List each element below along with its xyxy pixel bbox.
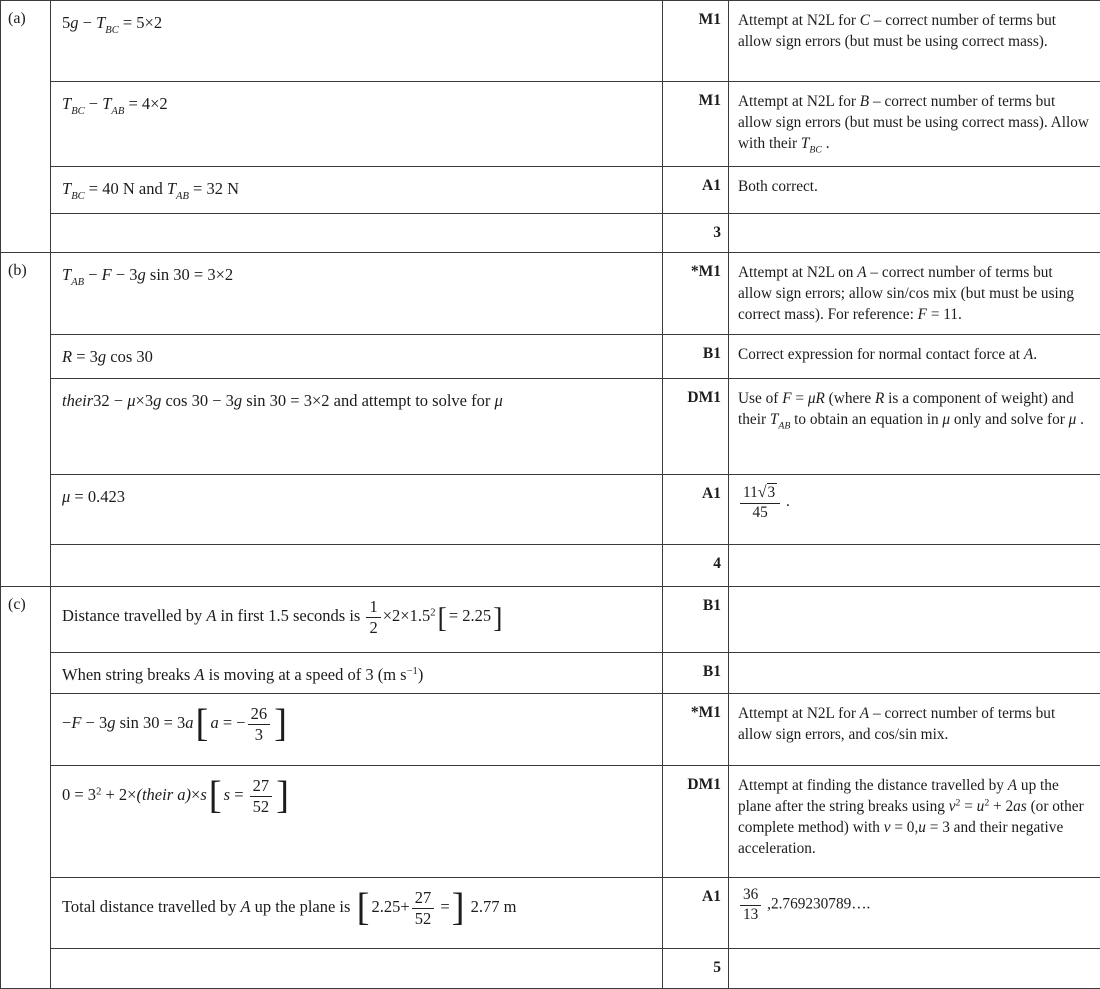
text-run: R bbox=[62, 347, 72, 366]
text-run: C bbox=[860, 12, 870, 29]
text-run: AB bbox=[176, 191, 189, 202]
text-run: + 2 bbox=[989, 798, 1013, 815]
text-run: T bbox=[102, 94, 111, 113]
text-run: = 3 and their negative acceleration. bbox=[738, 819, 1063, 857]
left-bracket: [ bbox=[355, 886, 372, 929]
text-run: F bbox=[918, 306, 927, 323]
comment-cell bbox=[729, 653, 1100, 694]
text-run: BC bbox=[105, 25, 118, 36]
text-run: = − bbox=[219, 713, 246, 732]
mark-code: A1 bbox=[663, 878, 729, 949]
text-run: g bbox=[107, 713, 115, 732]
text-run: . bbox=[822, 135, 830, 152]
comment-cell bbox=[729, 694, 1100, 766]
text-run: (their a) bbox=[136, 785, 191, 804]
text-run: 2.77 m bbox=[467, 897, 517, 916]
text-run: 2 bbox=[369, 618, 377, 637]
text-run: 2 bbox=[984, 798, 989, 809]
text-run: 45 bbox=[752, 504, 767, 521]
text-run: ×3 bbox=[136, 391, 154, 410]
text-run: – correct number of terms but allow sign errors, and cos/sin mix. bbox=[738, 705, 1055, 743]
comment-cell bbox=[729, 167, 1100, 214]
text-run: cos 30 − 3 bbox=[161, 391, 234, 410]
text-run: T bbox=[62, 265, 71, 284]
text-run: μ bbox=[62, 487, 70, 506]
text-run: = 0, bbox=[891, 819, 919, 836]
working-cell bbox=[51, 878, 663, 949]
text-run: – correct number of terms but allow sign errors; allow sin/cos mix (but must be using correct mass). For reference: bbox=[738, 264, 1074, 323]
text-run: F bbox=[71, 713, 81, 732]
working-cell bbox=[51, 253, 663, 335]
text-run: −1 bbox=[407, 666, 418, 677]
table-row bbox=[1, 587, 1100, 653]
text-run: 27 bbox=[415, 888, 432, 907]
text-run: Attempt at N2L for bbox=[738, 93, 860, 110]
text-run: = bbox=[792, 390, 808, 407]
table-row bbox=[1, 214, 1100, 253]
text-run: u bbox=[977, 798, 985, 815]
comment-cell bbox=[729, 949, 1100, 989]
comment-cell bbox=[729, 253, 1100, 335]
text-run: g bbox=[98, 347, 106, 366]
text-run: BC bbox=[809, 145, 822, 156]
text-run: sin 30 = 3×2 bbox=[146, 265, 233, 284]
working-cell bbox=[51, 587, 663, 653]
text-run: ×2×1.5 bbox=[383, 606, 431, 625]
text-run: is a component of weight) and their bbox=[738, 390, 1074, 428]
comment-cell bbox=[729, 587, 1100, 653]
text-run: their bbox=[62, 391, 93, 410]
text-run: μ bbox=[1069, 411, 1077, 428]
left-bracket: [ bbox=[194, 702, 211, 745]
text-run: g bbox=[234, 391, 242, 410]
text-run: Attempt at finding the distance travelled by bbox=[738, 777, 1008, 794]
text-run: – correct number of terms but allow sign errors (but must be using correct mass). Allow with their bbox=[738, 93, 1089, 152]
text-run: sin 30 = 3×2 and attempt to solve for bbox=[242, 391, 494, 410]
text-run: . bbox=[782, 493, 790, 510]
text-run: . bbox=[1076, 411, 1084, 428]
text-run: as bbox=[1013, 798, 1027, 815]
text-run: Attempt at N2L on bbox=[738, 264, 857, 281]
text-run: 32 − bbox=[93, 391, 127, 410]
fraction bbox=[738, 887, 763, 923]
text-run: μ bbox=[127, 391, 135, 410]
text-run: = 2.25 bbox=[449, 606, 491, 625]
text-run: 13 bbox=[743, 906, 758, 923]
text-run: a bbox=[210, 713, 218, 732]
text-run: A bbox=[1024, 346, 1033, 363]
text-run: F bbox=[782, 390, 791, 407]
table-row bbox=[1, 379, 1100, 475]
text-run: − bbox=[85, 94, 103, 113]
right-bracket: ] bbox=[491, 603, 504, 634]
text-run: s bbox=[224, 785, 230, 804]
working-cell bbox=[51, 653, 663, 694]
text-run: 2 bbox=[430, 607, 435, 618]
fraction bbox=[246, 705, 273, 744]
text-run: A bbox=[240, 897, 250, 916]
text-run: 0 = 3 bbox=[62, 785, 96, 804]
text-run: in first 1.5 seconds is bbox=[216, 606, 364, 625]
mark-code: DM1 bbox=[663, 379, 729, 475]
text-run: = 3 bbox=[72, 347, 98, 366]
fraction bbox=[738, 484, 782, 521]
text-run: 11 bbox=[743, 484, 758, 501]
text-run: = 40 N and bbox=[85, 179, 167, 198]
comment-cell bbox=[729, 766, 1100, 878]
table-row bbox=[1, 545, 1100, 587]
text-run: 52 bbox=[253, 797, 270, 816]
text-run: = bbox=[436, 897, 449, 916]
fraction bbox=[364, 598, 382, 637]
text-run: Distance travelled by bbox=[62, 606, 206, 625]
comment-cell bbox=[729, 335, 1100, 379]
text-run: a bbox=[185, 713, 193, 732]
text-run: = 32 N bbox=[189, 179, 239, 198]
text-run: s bbox=[200, 785, 206, 804]
text-run: T bbox=[96, 13, 105, 32]
text-run: R bbox=[875, 390, 884, 407]
comment-cell bbox=[729, 379, 1100, 475]
text-run: Both correct. bbox=[738, 178, 818, 195]
table-row bbox=[1, 949, 1100, 989]
text-run: − 3 bbox=[81, 713, 107, 732]
part-label-c: (c) bbox=[1, 587, 51, 989]
text-run: ) bbox=[418, 665, 424, 684]
square-root: √3 bbox=[758, 483, 777, 501]
working-cell bbox=[51, 379, 663, 475]
left-bracket: [ bbox=[436, 603, 449, 634]
fraction bbox=[410, 889, 437, 928]
table-row bbox=[1, 878, 1100, 949]
text-run: T bbox=[167, 179, 176, 198]
right-bracket: ] bbox=[450, 886, 467, 929]
comment-cell bbox=[729, 545, 1100, 587]
working-cell bbox=[51, 766, 663, 878]
text-run: T bbox=[770, 411, 779, 428]
text-run: Correct expression for normal contact force at bbox=[738, 346, 1024, 363]
text-run: only and solve for bbox=[950, 411, 1069, 428]
text-run: T bbox=[801, 135, 810, 152]
text-run: Use of bbox=[738, 390, 782, 407]
text-run: 5 bbox=[62, 13, 70, 32]
text-run: × bbox=[191, 785, 200, 804]
mark-code: A1 bbox=[663, 167, 729, 214]
working-cell bbox=[51, 167, 663, 214]
table-row bbox=[1, 475, 1100, 545]
text-run: g bbox=[138, 265, 146, 284]
working-cell bbox=[51, 82, 663, 167]
table-row bbox=[1, 766, 1100, 878]
text-run: is moving at a speed of 3 (m s bbox=[205, 665, 407, 684]
table-row bbox=[1, 653, 1100, 694]
text-run: 2 bbox=[956, 798, 961, 809]
mark-code: M1 bbox=[663, 1, 729, 82]
text-run: g bbox=[70, 13, 78, 32]
text-run: AB bbox=[71, 277, 84, 288]
table-row bbox=[1, 335, 1100, 379]
text-run: T bbox=[62, 94, 71, 113]
text-run: μ bbox=[494, 391, 502, 410]
text-run: BC bbox=[71, 191, 84, 202]
text-run: = 11. bbox=[927, 306, 962, 323]
text-run: AB bbox=[111, 106, 124, 117]
text-run: 36 bbox=[743, 886, 758, 903]
working-cell bbox=[51, 335, 663, 379]
text-run: 2 bbox=[96, 786, 101, 797]
section-total: 5 bbox=[663, 949, 729, 989]
text-run: g bbox=[153, 391, 161, 410]
part-label-b: (b) bbox=[1, 253, 51, 587]
text-run: = bbox=[960, 798, 976, 815]
text-run: (or other complete method) with bbox=[738, 798, 1084, 836]
text-run: = 0.423 bbox=[70, 487, 125, 506]
text-run: + 2× bbox=[101, 785, 136, 804]
text-run: A bbox=[206, 606, 216, 625]
text-run: up the plane after the string breaks using bbox=[738, 777, 1059, 815]
table-row bbox=[1, 167, 1100, 214]
mark-code: B1 bbox=[663, 653, 729, 694]
text-run: − bbox=[84, 265, 102, 284]
mark-code: M1 bbox=[663, 82, 729, 167]
text-run: A bbox=[194, 665, 204, 684]
table-row bbox=[1, 694, 1100, 766]
text-run: − bbox=[79, 13, 97, 32]
working-cell bbox=[51, 475, 663, 545]
fraction bbox=[248, 777, 275, 816]
mark-code: B1 bbox=[663, 335, 729, 379]
text-run: ,2.769230789…. bbox=[763, 896, 870, 913]
text-run: A bbox=[860, 705, 869, 722]
text-run: A bbox=[1008, 777, 1017, 794]
working-cell bbox=[51, 1, 663, 82]
text-run: AB bbox=[778, 421, 790, 432]
comment-cell bbox=[729, 82, 1100, 167]
text-run: 52 bbox=[415, 909, 432, 928]
left-bracket: [ bbox=[207, 774, 224, 817]
table-row bbox=[1, 1, 1100, 82]
text-run: 3 bbox=[255, 725, 263, 744]
text-run: v bbox=[949, 798, 956, 815]
text-run: BC bbox=[71, 106, 84, 117]
text-run: (where bbox=[825, 390, 875, 407]
text-run: sin 30 = 3 bbox=[115, 713, 185, 732]
text-run: B bbox=[860, 93, 869, 110]
text-run: Attempt at N2L for bbox=[738, 12, 860, 29]
text-run: v bbox=[884, 819, 891, 836]
comment-cell bbox=[729, 214, 1100, 253]
text-run: = 5×2 bbox=[119, 13, 162, 32]
text-run: Total distance travelled by bbox=[62, 897, 240, 916]
text-run: F bbox=[102, 265, 112, 284]
mark-code: DM1 bbox=[663, 766, 729, 878]
text-run: cos 30 bbox=[106, 347, 153, 366]
text-run: up the plane is bbox=[251, 897, 355, 916]
working-cell bbox=[51, 545, 663, 587]
text-run: 26 bbox=[251, 704, 268, 723]
text-run: u bbox=[918, 819, 926, 836]
text-run: = 4×2 bbox=[124, 94, 167, 113]
mark-code: *M1 bbox=[663, 253, 729, 335]
text-run: μ bbox=[942, 411, 950, 428]
text-run: 27 bbox=[253, 776, 270, 795]
comment-cell bbox=[729, 878, 1100, 949]
right-bracket: ] bbox=[272, 702, 289, 745]
text-run: − 3 bbox=[112, 265, 138, 284]
text-run: . bbox=[1033, 346, 1037, 363]
table-row bbox=[1, 253, 1100, 335]
text-run: to obtain an equation in bbox=[790, 411, 942, 428]
text-run: – correct number of terms but allow sign errors (but must be using correct mass). bbox=[738, 12, 1056, 50]
comment-cell bbox=[729, 1, 1100, 82]
working-cell bbox=[51, 214, 663, 253]
comment-cell bbox=[729, 475, 1100, 545]
part-label-a: (a) bbox=[1, 1, 51, 253]
text-run: μR bbox=[808, 390, 825, 407]
text-run: = bbox=[230, 785, 248, 804]
table-row bbox=[1, 82, 1100, 167]
working-cell bbox=[51, 694, 663, 766]
mark-code: *M1 bbox=[663, 694, 729, 766]
working-cell bbox=[51, 949, 663, 989]
text-run: When string breaks bbox=[62, 665, 194, 684]
section-total: 3 bbox=[663, 214, 729, 253]
text-run: 1 bbox=[369, 597, 377, 616]
section-total: 4 bbox=[663, 545, 729, 587]
text-run: A bbox=[857, 264, 866, 281]
mark-code: B1 bbox=[663, 587, 729, 653]
text-run: T bbox=[62, 179, 71, 198]
text-run: 2.25+ bbox=[372, 897, 410, 916]
text-run: − bbox=[62, 713, 71, 732]
mark-code: A1 bbox=[663, 475, 729, 545]
text-run: Attempt at N2L for bbox=[738, 705, 860, 722]
right-bracket: ] bbox=[274, 774, 291, 817]
